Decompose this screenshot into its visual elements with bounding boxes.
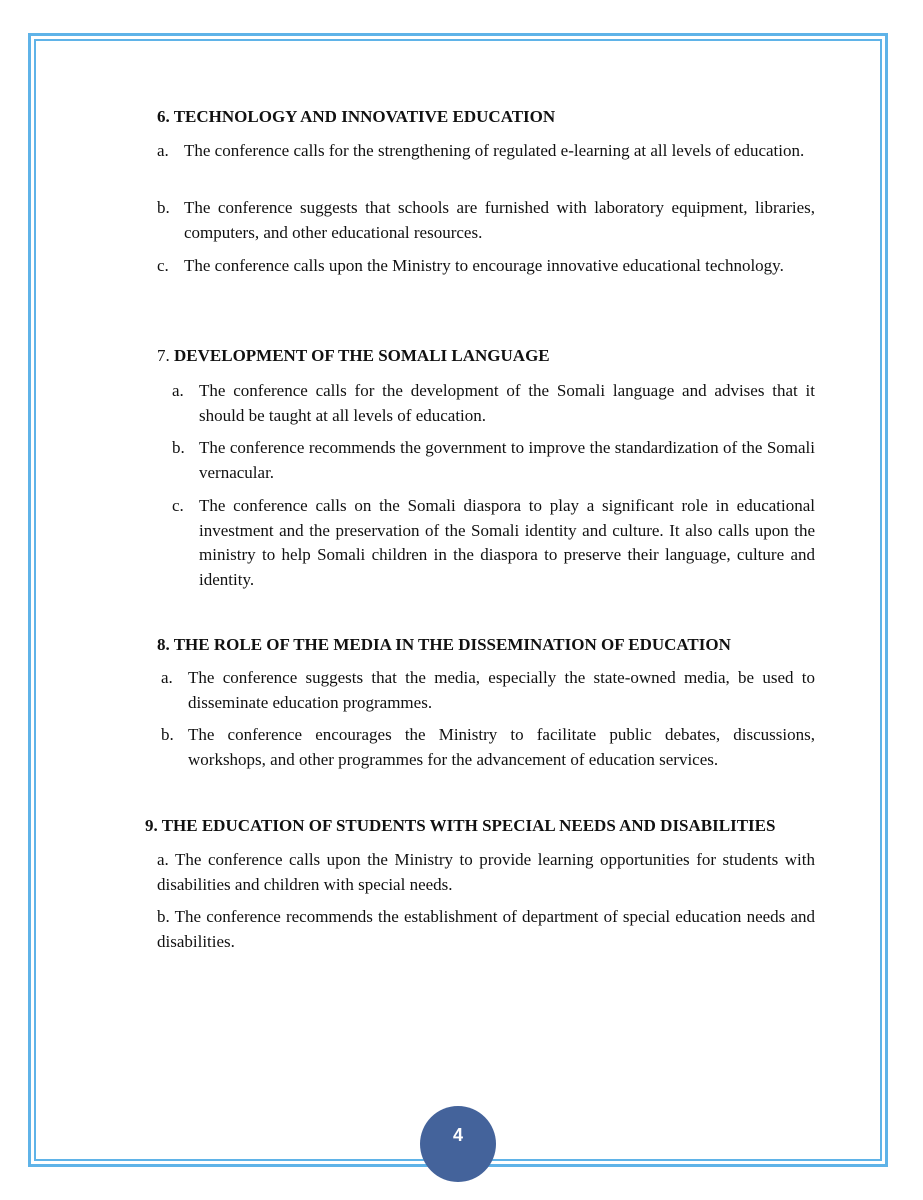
section-6-heading — [157, 106, 555, 128]
list-item-text: The conference suggests that the media, especially the state-owned media, be used to disseminate education programmes. — [188, 668, 815, 712]
section-7-title: DEVELOPMENT OF THE SOMALI LANGUAGE — [174, 346, 550, 365]
list-item — [157, 905, 815, 954]
list-marker: c. — [172, 496, 184, 515]
list-item — [157, 139, 815, 164]
list-item-text: The conference calls for the strengthening of regulated e-learning at all levels of education. — [184, 141, 805, 160]
list-item-text: a. The conference calls upon the Ministry to provide learning opportunities for students with disabilities and children with special needs. — [157, 850, 815, 894]
list-item — [157, 254, 815, 279]
section-6-title: TECHNOLOGY AND INNOVATIVE EDUCATION — [173, 107, 556, 126]
page-number-badge — [420, 1106, 496, 1182]
section-9-heading — [145, 815, 775, 837]
list-item — [161, 723, 815, 772]
list-marker: b. — [157, 198, 170, 217]
list-item-text: The conference calls upon the Ministry to encourage innovative educational technology. — [184, 256, 784, 275]
section-9-title: . THE EDUCATION OF STUDENTS WITH SPECIAL NEEDS AND DISABILITIES — [153, 816, 776, 835]
list-marker: a. — [172, 381, 184, 400]
list-item — [172, 494, 815, 592]
list-item-text: The conference calls for the development of the Somali language and advises that it should be taught at all levels of education. — [199, 381, 815, 425]
section-8-heading — [157, 634, 731, 656]
list-marker: c. — [157, 256, 169, 275]
list-item-text: The conference recommends the government to improve the standardization of the Somali vernacular. — [199, 438, 815, 482]
list-item — [157, 848, 815, 897]
list-marker: a. — [161, 668, 173, 687]
list-item-text: b. The conference recommends the establishment of department of special education needs and disabilities. — [157, 907, 815, 951]
section-8-number: 8. — [157, 635, 170, 654]
list-item-text: The conference encourages the Ministry to facilitate public debates, discussions, workshops, and other programmes for the advancement of education services. — [188, 725, 815, 769]
list-item-text: The conference calls on the Somali diaspora to play a significant role in educational investment and the preservation of the Somali identity and culture. It also calls upon the ministry to help Somali children in the diaspora to preserve their language, culture and identity. — [199, 496, 815, 589]
section-7-heading — [157, 345, 550, 367]
list-item-text: The conference suggests that schools are furnished with laboratory equipment, libraries, computers, and other educational resources. — [184, 198, 815, 242]
section-7-number: 7. — [157, 346, 170, 365]
list-marker: a. — [157, 141, 169, 160]
section-9-number: 9 — [145, 816, 154, 835]
section-6-number: 6. — [157, 107, 170, 126]
list-marker: b. — [172, 438, 185, 457]
page-number: 4 — [452, 1124, 463, 1145]
list-marker: b. — [161, 725, 174, 744]
list-item — [161, 666, 815, 715]
list-item — [172, 436, 815, 485]
section-8-title: THE ROLE OF THE MEDIA IN THE DISSEMINATION OF EDUCATION — [173, 635, 731, 654]
list-item — [157, 196, 815, 245]
list-item — [172, 379, 815, 428]
